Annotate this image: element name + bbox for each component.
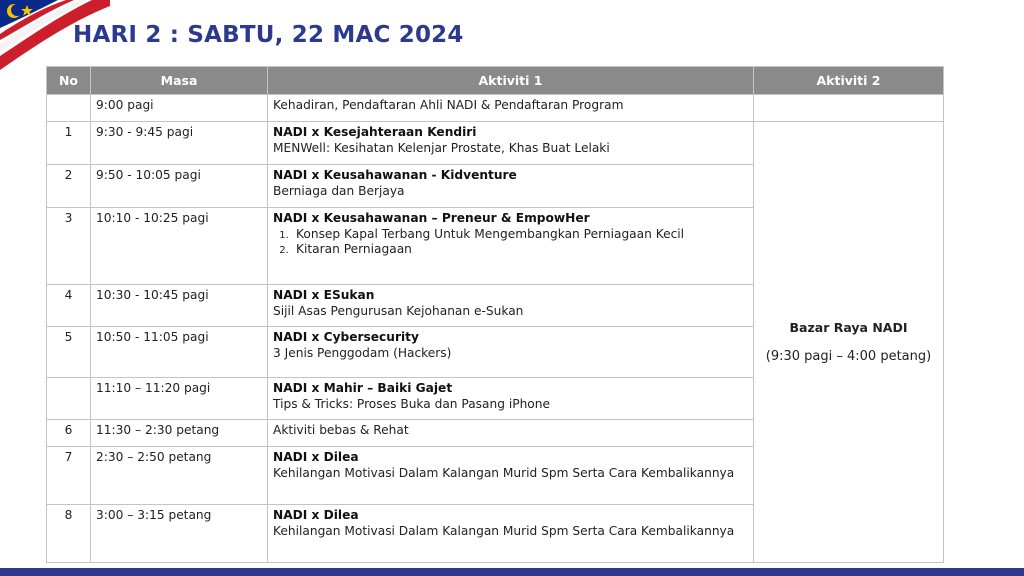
page-title: HARI 2 : SABTU, 22 MAC 2024 [73, 22, 464, 48]
list-item: 1. Konsep Kapal Terbang Untuk Mengembangkan Perniagaan Kecil [292, 227, 748, 243]
row-no: 2 [47, 165, 91, 208]
activity-title: NADI x Mahir – Baiki Gajet [273, 381, 453, 395]
row-activity [268, 505, 754, 563]
header-masa: Masa [91, 67, 268, 95]
header-no: No [47, 67, 91, 95]
table-row [47, 95, 944, 122]
row-activity [268, 420, 754, 447]
list-item: 2. Kitaran Perniagaan [292, 242, 748, 258]
activity-description: Kehilangan Motivasi Dalam Kalangan Murid Spm Serta Cara Kembalikannya [273, 465, 735, 480]
row-time: 11:10 – 11:20 pagi [91, 378, 268, 420]
row-no: 4 [47, 285, 91, 327]
row-time: 2:30 – 2:50 petang [91, 447, 268, 505]
table-header-row [47, 67, 944, 95]
activity-description: Sijil Asas Pengurusan Kejohanan e-Sukan [273, 303, 524, 318]
bazar-time: (9:30 pagi – 4:00 petang) [765, 349, 932, 364]
row-no: 7 [47, 447, 91, 505]
row-activity [268, 378, 754, 420]
row-activity [268, 327, 754, 378]
row-time: 10:50 - 11:05 pagi [91, 327, 268, 378]
row-no: 3 [47, 208, 91, 285]
activity-title: NADI x Cybersecurity [273, 330, 419, 344]
row-activity [268, 447, 754, 505]
row-time: 10:10 - 10:25 pagi [91, 208, 268, 285]
activity-description: Aktiviti bebas & Rehat [273, 423, 409, 437]
activity-sub-list [273, 227, 748, 258]
activity-title: NADI x Keusahawanan – Preneur & EmpowHer [273, 211, 590, 225]
activity-description: MENWell: Kesihatan Kelenjar Prostate, Khas Buat Lelaki [273, 140, 610, 155]
header-aktiviti-2: Aktiviti 2 [754, 67, 944, 95]
bazar-title: Bazar Raya NADI [789, 319, 908, 335]
row-no: 5 [47, 327, 91, 378]
activity-description: Kehadiran, Pendaftaran Ahli NADI & Pendaftaran Program [273, 98, 624, 112]
row-time: 10:30 - 10:45 pagi [91, 285, 268, 327]
row-time: 11:30 – 2:30 petang [91, 420, 268, 447]
schedule-table [46, 66, 944, 563]
row-activity [268, 285, 754, 327]
row-activity [268, 95, 754, 122]
header-aktiviti-1: Aktiviti 1 [268, 67, 754, 95]
activity-description: Tips & Tricks: Proses Buka dan Pasang iPhone [273, 396, 550, 411]
activity-description: Kehilangan Motivasi Dalam Kalangan Murid Spm Serta Cara Kembalikannya [273, 523, 735, 538]
activity-description: Berniaga dan Berjaya [273, 183, 405, 198]
row-activity [268, 122, 754, 165]
activity-title: NADI x ESukan [273, 288, 375, 302]
row-no: 1 [47, 122, 91, 165]
activity-title: NADI x Dilea [273, 450, 359, 464]
row-time: 3:00 – 3:15 petang [91, 505, 268, 563]
table-row [47, 122, 944, 165]
row-time: 9:50 - 10:05 pagi [91, 165, 268, 208]
bottom-bar [0, 568, 1024, 576]
activity2-cell [754, 122, 944, 563]
row-activity [268, 165, 754, 208]
row-time: 9:00 pagi [91, 95, 268, 122]
activity-title: NADI x Keusahawanan - Kidventure [273, 168, 517, 182]
row-no: 6 [47, 420, 91, 447]
row-no [47, 378, 91, 420]
activity-description: 3 Jenis Penggodam (Hackers) [273, 345, 452, 360]
row-no: 8 [47, 505, 91, 563]
row-activity [268, 208, 754, 285]
row-time: 9:30 - 9:45 pagi [91, 122, 268, 165]
activity-title: NADI x Dilea [273, 508, 359, 522]
activity-title: NADI x Kesejahteraan Kendiri [273, 125, 477, 139]
row-activity2-empty [754, 95, 944, 122]
row-no [47, 95, 91, 122]
